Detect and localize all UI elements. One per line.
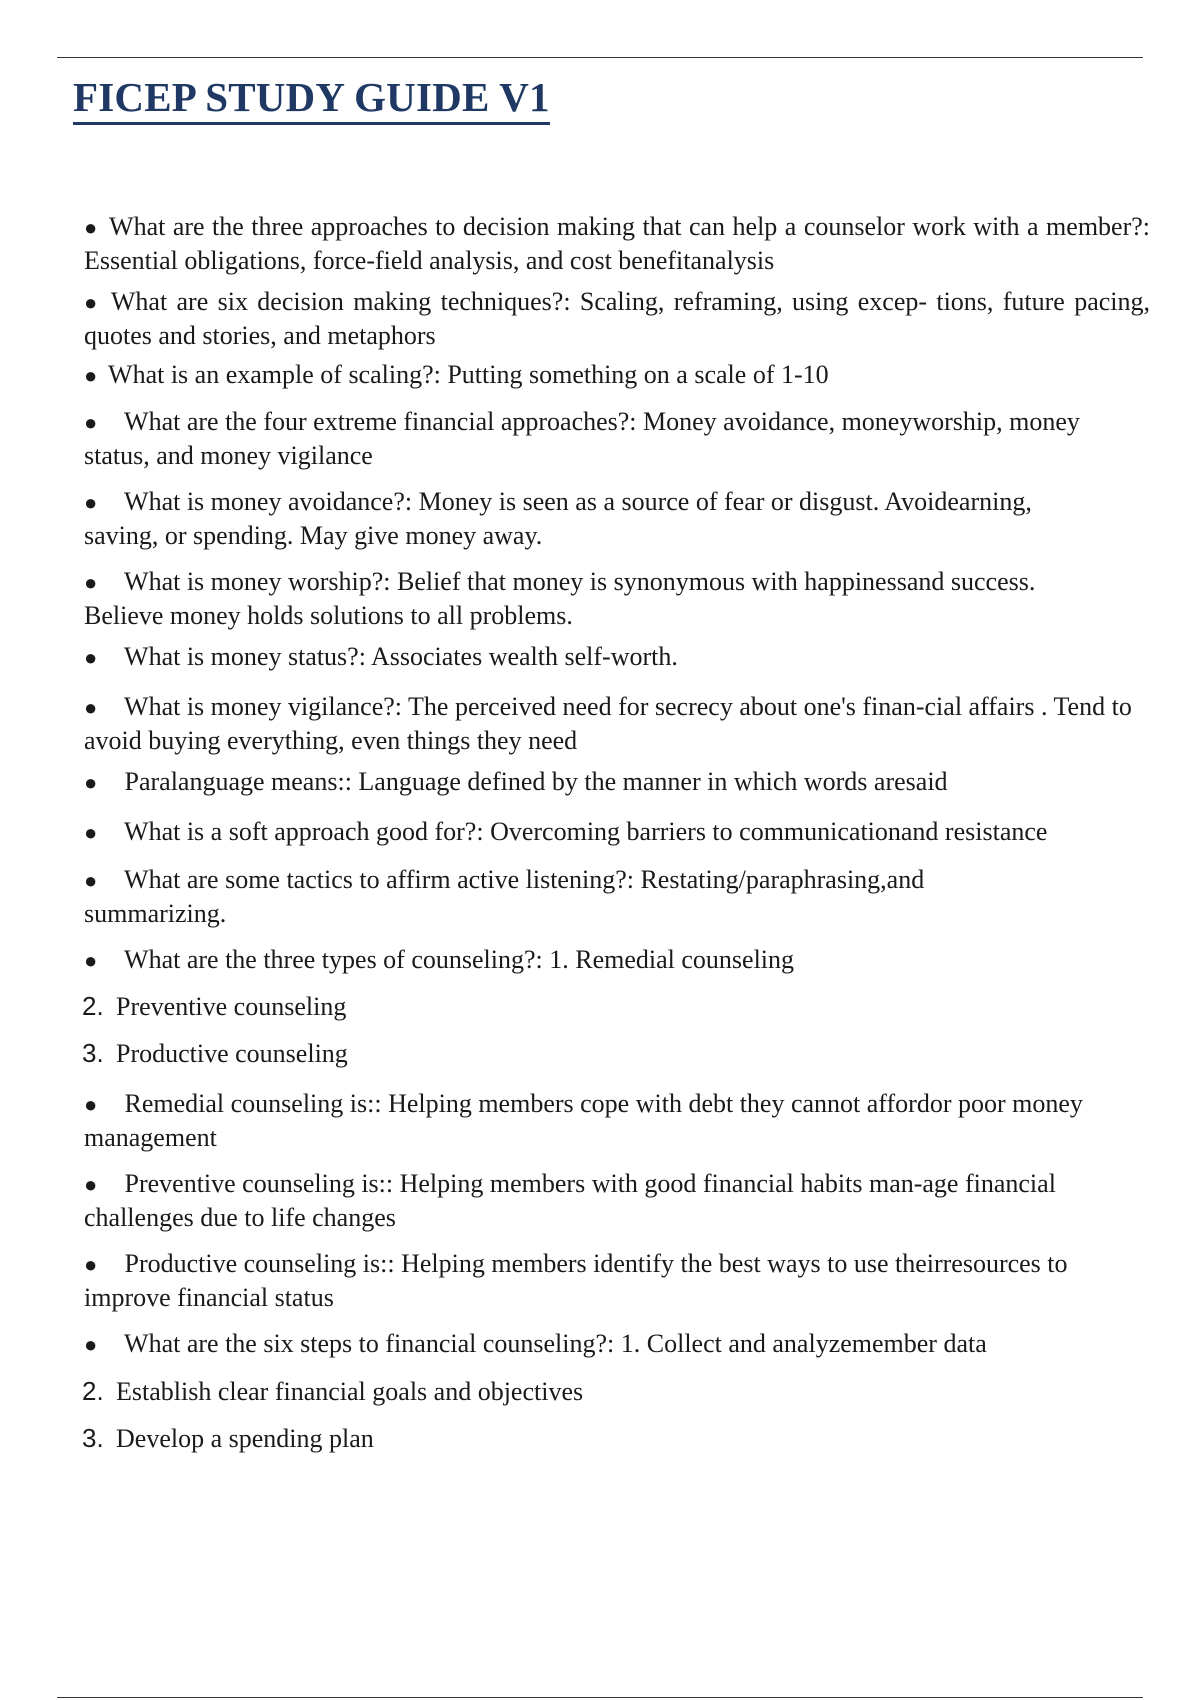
numbered-line-text: Develop a spending plan	[116, 1424, 374, 1453]
bullet-icon: ●	[84, 695, 98, 720]
line-number: 3.	[82, 1423, 104, 1453]
list-item-text: What are the three approaches to decision making that can help a counselor work with a member?: Essential obligations, force-field analysis, and cost benefitanalysis	[84, 212, 1150, 275]
bullet-icon: ●	[84, 215, 98, 240]
list-item	[84, 565, 1114, 632]
bullet-icon: ●	[84, 1092, 98, 1117]
bullet-icon: ●	[84, 1252, 98, 1277]
list-item-text: Preventive counseling is:: Helping members with good financial habits man-age financial challenges due to life changes	[84, 1169, 1056, 1232]
bullet-icon: ●	[84, 948, 98, 973]
list-item-text: What is money status?: Associates wealth self-worth.	[124, 642, 678, 671]
top-rule	[57, 57, 1143, 58]
bullet-icon: ●	[84, 363, 98, 388]
bullet-icon: ●	[84, 410, 98, 435]
numbered-line-text: Preventive counseling	[116, 992, 347, 1021]
list-item	[84, 285, 1150, 352]
list-item-text: What are six decision making techniques?: Scaling, reframing, using excep- tions, future pacing, quotes and stories, and metaphors	[84, 287, 1150, 350]
bullet-icon: ●	[84, 820, 98, 845]
line-number: 2.	[82, 991, 104, 1021]
line-number: 3.	[82, 1038, 104, 1068]
list-item	[84, 765, 1150, 799]
bullet-icon: ●	[84, 1172, 98, 1197]
bottom-rule	[57, 1697, 1143, 1698]
list-item	[84, 1167, 1150, 1234]
list-item-text: Remedial counseling is:: Helping members cope with debt they cannot affordor poor money management	[84, 1089, 1083, 1152]
list-item-text: What are the four extreme financial approaches?: Money avoidance, moneyworship, money status, and money vigilance	[84, 407, 1080, 470]
list-item-text: What is an example of scaling?: Putting something on a scale of 1-10	[108, 360, 829, 389]
list-item	[84, 640, 1150, 674]
list-item	[84, 943, 1150, 977]
numbered-line-text: Productive counseling	[116, 1039, 348, 1068]
list-item-text: What is a soft approach good for?: Overcoming barriers to communicationand resistance	[124, 817, 1048, 846]
list-item	[84, 1247, 1150, 1314]
list-item	[84, 1087, 1094, 1154]
line-number: 2.	[82, 1376, 104, 1406]
numbered-line	[82, 1422, 374, 1455]
list-item-text: What is money worship?: Belief that money is synonymous with happinessand success. Believe money holds solutions to all problems.	[84, 567, 1036, 630]
bullet-icon: ●	[84, 1332, 98, 1357]
bullet-icon: ●	[84, 770, 98, 795]
list-item	[84, 690, 1144, 757]
numbered-line	[82, 1037, 348, 1070]
bullet-icon: ●	[84, 290, 98, 315]
list-item	[84, 1327, 1150, 1361]
list-item-text: What is money avoidance?: Money is seen as a source of fear or disgust. Avoidearning, saving, or spending. May give money away.	[84, 487, 1032, 550]
list-item	[84, 815, 1150, 849]
list-item	[84, 485, 1084, 552]
list-item-text: What are the six steps to financial counseling?: 1. Collect and analyzemember data	[124, 1329, 987, 1358]
numbered-line	[82, 1375, 583, 1408]
numbered-line	[82, 990, 346, 1023]
list-item-text: What are the three types of counseling?: 1. Remedial counseling	[124, 945, 795, 974]
list-item-text: What are some tactics to affirm active listening?: Restating/paraphrasing,and summarizing.	[84, 865, 925, 928]
list-item-text: Paralanguage means:: Language defined by the manner in which words aresaid	[124, 767, 948, 796]
list-item	[84, 358, 1150, 392]
list-item	[84, 863, 1004, 930]
bullet-icon: ●	[84, 868, 98, 893]
list-item-text: What is money vigilance?: The perceived need for secrecy about one's finan-cial affairs . Tend to avoid buying everything, even things they need	[84, 692, 1132, 755]
page-title: FICEP STUDY GUIDE V1	[73, 72, 550, 125]
list-item	[84, 405, 1084, 472]
list-item	[84, 210, 1150, 277]
bullet-icon: ●	[84, 490, 98, 515]
bullet-icon: ●	[84, 570, 98, 595]
numbered-line-text: Establish clear financial goals and objectives	[116, 1377, 584, 1406]
bullet-icon: ●	[84, 645, 98, 670]
list-item-text: Productive counseling is:: Helping members identify the best ways to use theirresources to improve financial status	[84, 1249, 1068, 1312]
